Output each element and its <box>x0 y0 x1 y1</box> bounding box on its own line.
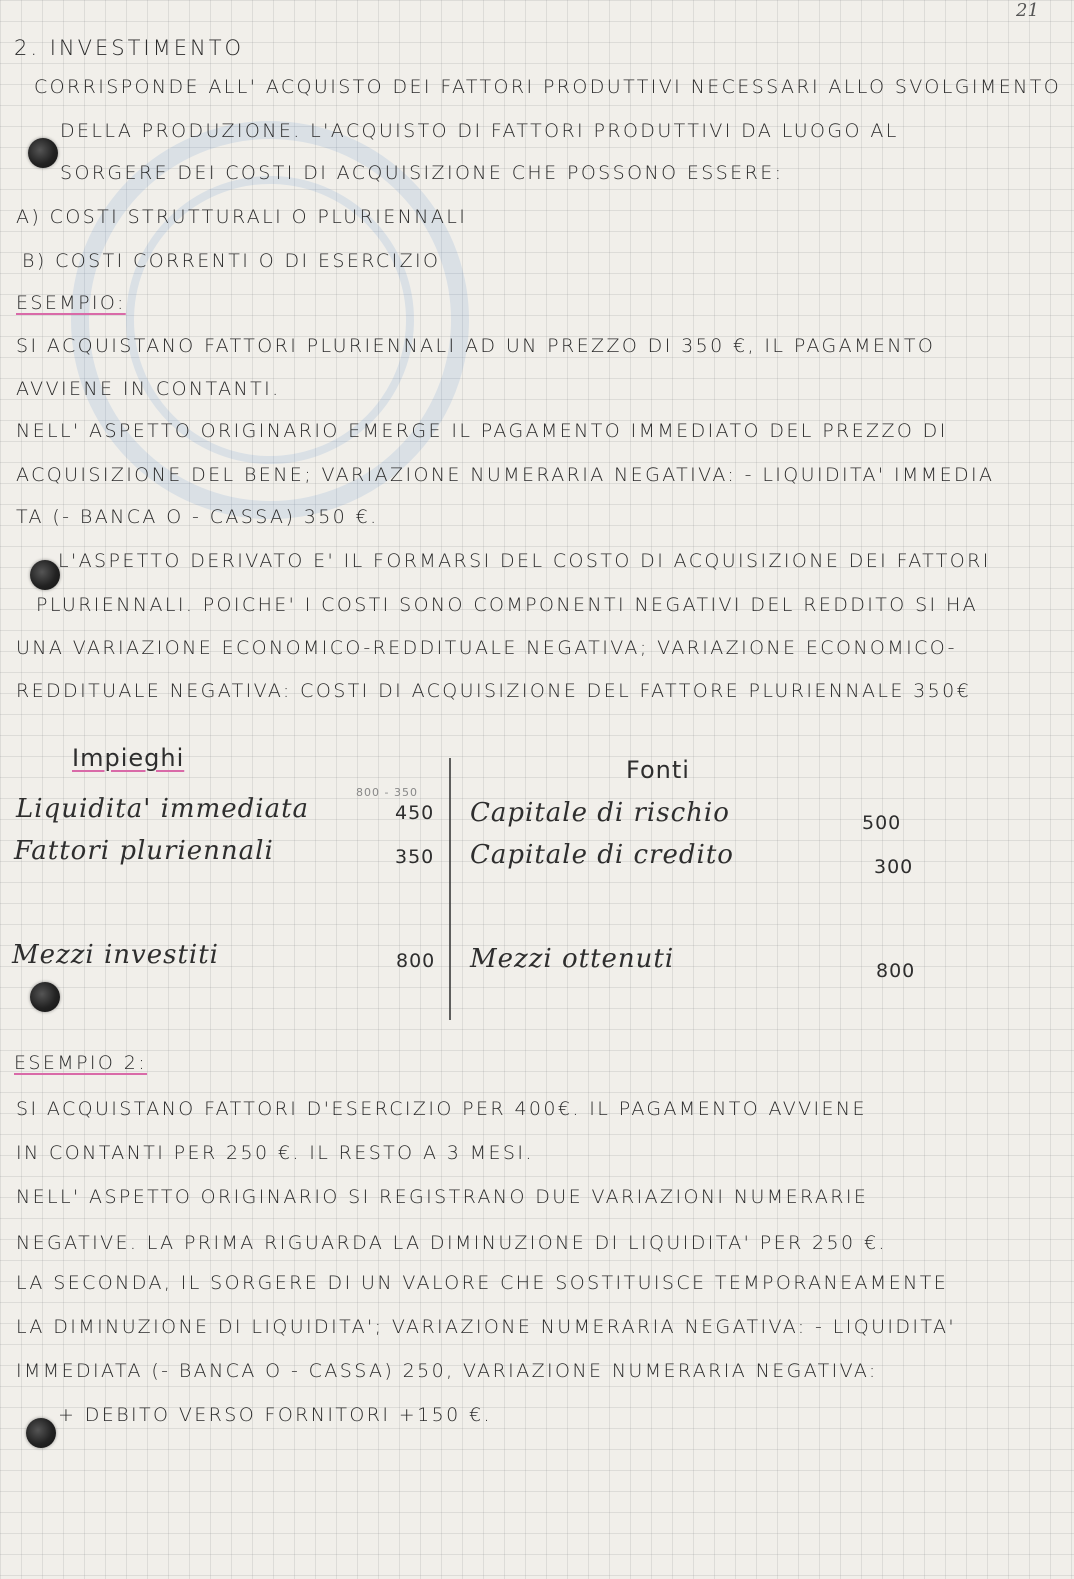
fonti-row-label: Capitale di credito <box>470 840 734 870</box>
example-line: PLURIENNALI. POICHE' I COSTI SONO COMPONENTI NEGATIVI DEL REDDITO SI HA <box>36 594 979 616</box>
binder-hole <box>28 138 58 168</box>
example-line: NELL' ASPETTO ORIGINARIO EMERGE IL PAGAMENTO IMMEDIATO DEL PREZZO DI <box>16 420 948 442</box>
example-line: UNA VARIAZIONE ECONOMICO-REDDITUALE NEGATIVA; VARIAZIONE ECONOMICO- <box>16 637 957 659</box>
impieghi-title: Impieghi <box>72 744 185 772</box>
impieghi-row-label: Fattori pluriennali <box>14 836 274 866</box>
example-line: REDDITUALE NEGATIVA: COSTI DI ACQUISIZIONE DEL FATTORE PLURIENNALE 350€ <box>16 680 972 702</box>
binder-hole <box>30 560 60 590</box>
section-heading: 2. INVESTIMENTO <box>14 36 245 60</box>
page-number: 21 <box>1016 0 1039 21</box>
intro-line: SORGERE DEI COSTI DI ACQUISIZIONE CHE POSSONO ESSERE: <box>60 162 784 184</box>
example-line: AVVIENE IN CONTANTI. <box>16 378 281 400</box>
example2-line: IMMEDIATA (- BANCA O - CASSA) 250, VARIAZIONE NUMERARIA NEGATIVA: <box>16 1360 878 1382</box>
fonti-total-label: Mezzi ottenuti <box>470 944 675 974</box>
example-line: SI ACQUISTANO FATTORI PLURIENNALI AD UN PREZZO DI 350 €, IL PAGAMENTO <box>16 335 936 357</box>
intro-line: DELLA PRODUZIONE. L'ACQUISTO DI FATTORI PRODUTTIVI DA LUOGO AL <box>60 120 899 142</box>
impieghi-row-label: Liquidita' immediata <box>16 794 310 824</box>
intro-line: A) COSTI STRUTTURALI O PLURIENNALI <box>16 206 468 228</box>
impieghi-row-value: 350 <box>395 846 435 868</box>
example-line: TA (- BANCA O - CASSA) 350 €. <box>16 506 379 528</box>
example2-line: IN CONTANTI PER 250 €. IL RESTO A 3 MESI. <box>16 1142 534 1164</box>
fonti-title: Fonti <box>626 756 690 784</box>
example2-line: NEGATIVE. LA PRIMA RIGUARDA LA DIMINUZIONE DI LIQUIDITA' PER 250 €. <box>16 1232 887 1254</box>
example2-line: SI ACQUISTANO FATTORI D'ESERCIZIO PER 400€. IL PAGAMENTO AVVIENE <box>16 1098 867 1120</box>
impieghi-total-label: Mezzi investiti <box>12 940 219 970</box>
example-label: ESEMPIO: <box>16 292 126 314</box>
intro-line: CORRISPONDE ALL' ACQUISTO DEI FATTORI PRODUTTIVI NECESSARI ALLO SVOLGIMENTO <box>34 76 1062 98</box>
fonti-row-label: Capitale di rischio <box>470 798 730 828</box>
example-line: ACQUISIZIONE DEL BENE; VARIAZIONE NUMERARIA NEGATIVA: - LIQUIDITA' IMMEDIA <box>16 464 995 486</box>
example2-line: LA DIMINUZIONE DI LIQUIDITA'; VARIAZIONE NUMERARIA NEGATIVA: - LIQUIDITA' <box>16 1316 956 1338</box>
example2-line: NELL' ASPETTO ORIGINARIO SI REGISTRANO DUE VARIAZIONI NUMERARIE <box>16 1186 869 1208</box>
binder-hole <box>26 1418 56 1448</box>
binder-hole <box>30 982 60 1012</box>
impieghi-row-value: 450 <box>395 802 435 824</box>
example-line: L'ASPETTO DERIVATO E' IL FORMARSI DEL COSTO DI ACQUISIZIONE DEI FATTORI <box>58 550 991 572</box>
fonti-row-value: 300 <box>874 856 914 878</box>
fonti-row-value: 500 <box>862 812 902 834</box>
example2-line: + DEBITO VERSO FORNITORI +150 €. <box>58 1404 492 1426</box>
intro-line: B) COSTI CORRENTI O DI ESERCIZIO <box>22 250 441 272</box>
example2-line: LA SECONDA, IL SORGERE DI UN VALORE CHE SOSTITUISCE TEMPORANEAMENTE <box>16 1272 949 1294</box>
impieghi-total-value: 800 <box>396 950 436 972</box>
fonti-total-value: 800 <box>876 960 916 982</box>
table-divider <box>449 758 451 1020</box>
example2-label: ESEMPIO 2: <box>14 1052 148 1074</box>
calc-note: 800 - 350 <box>356 786 418 799</box>
